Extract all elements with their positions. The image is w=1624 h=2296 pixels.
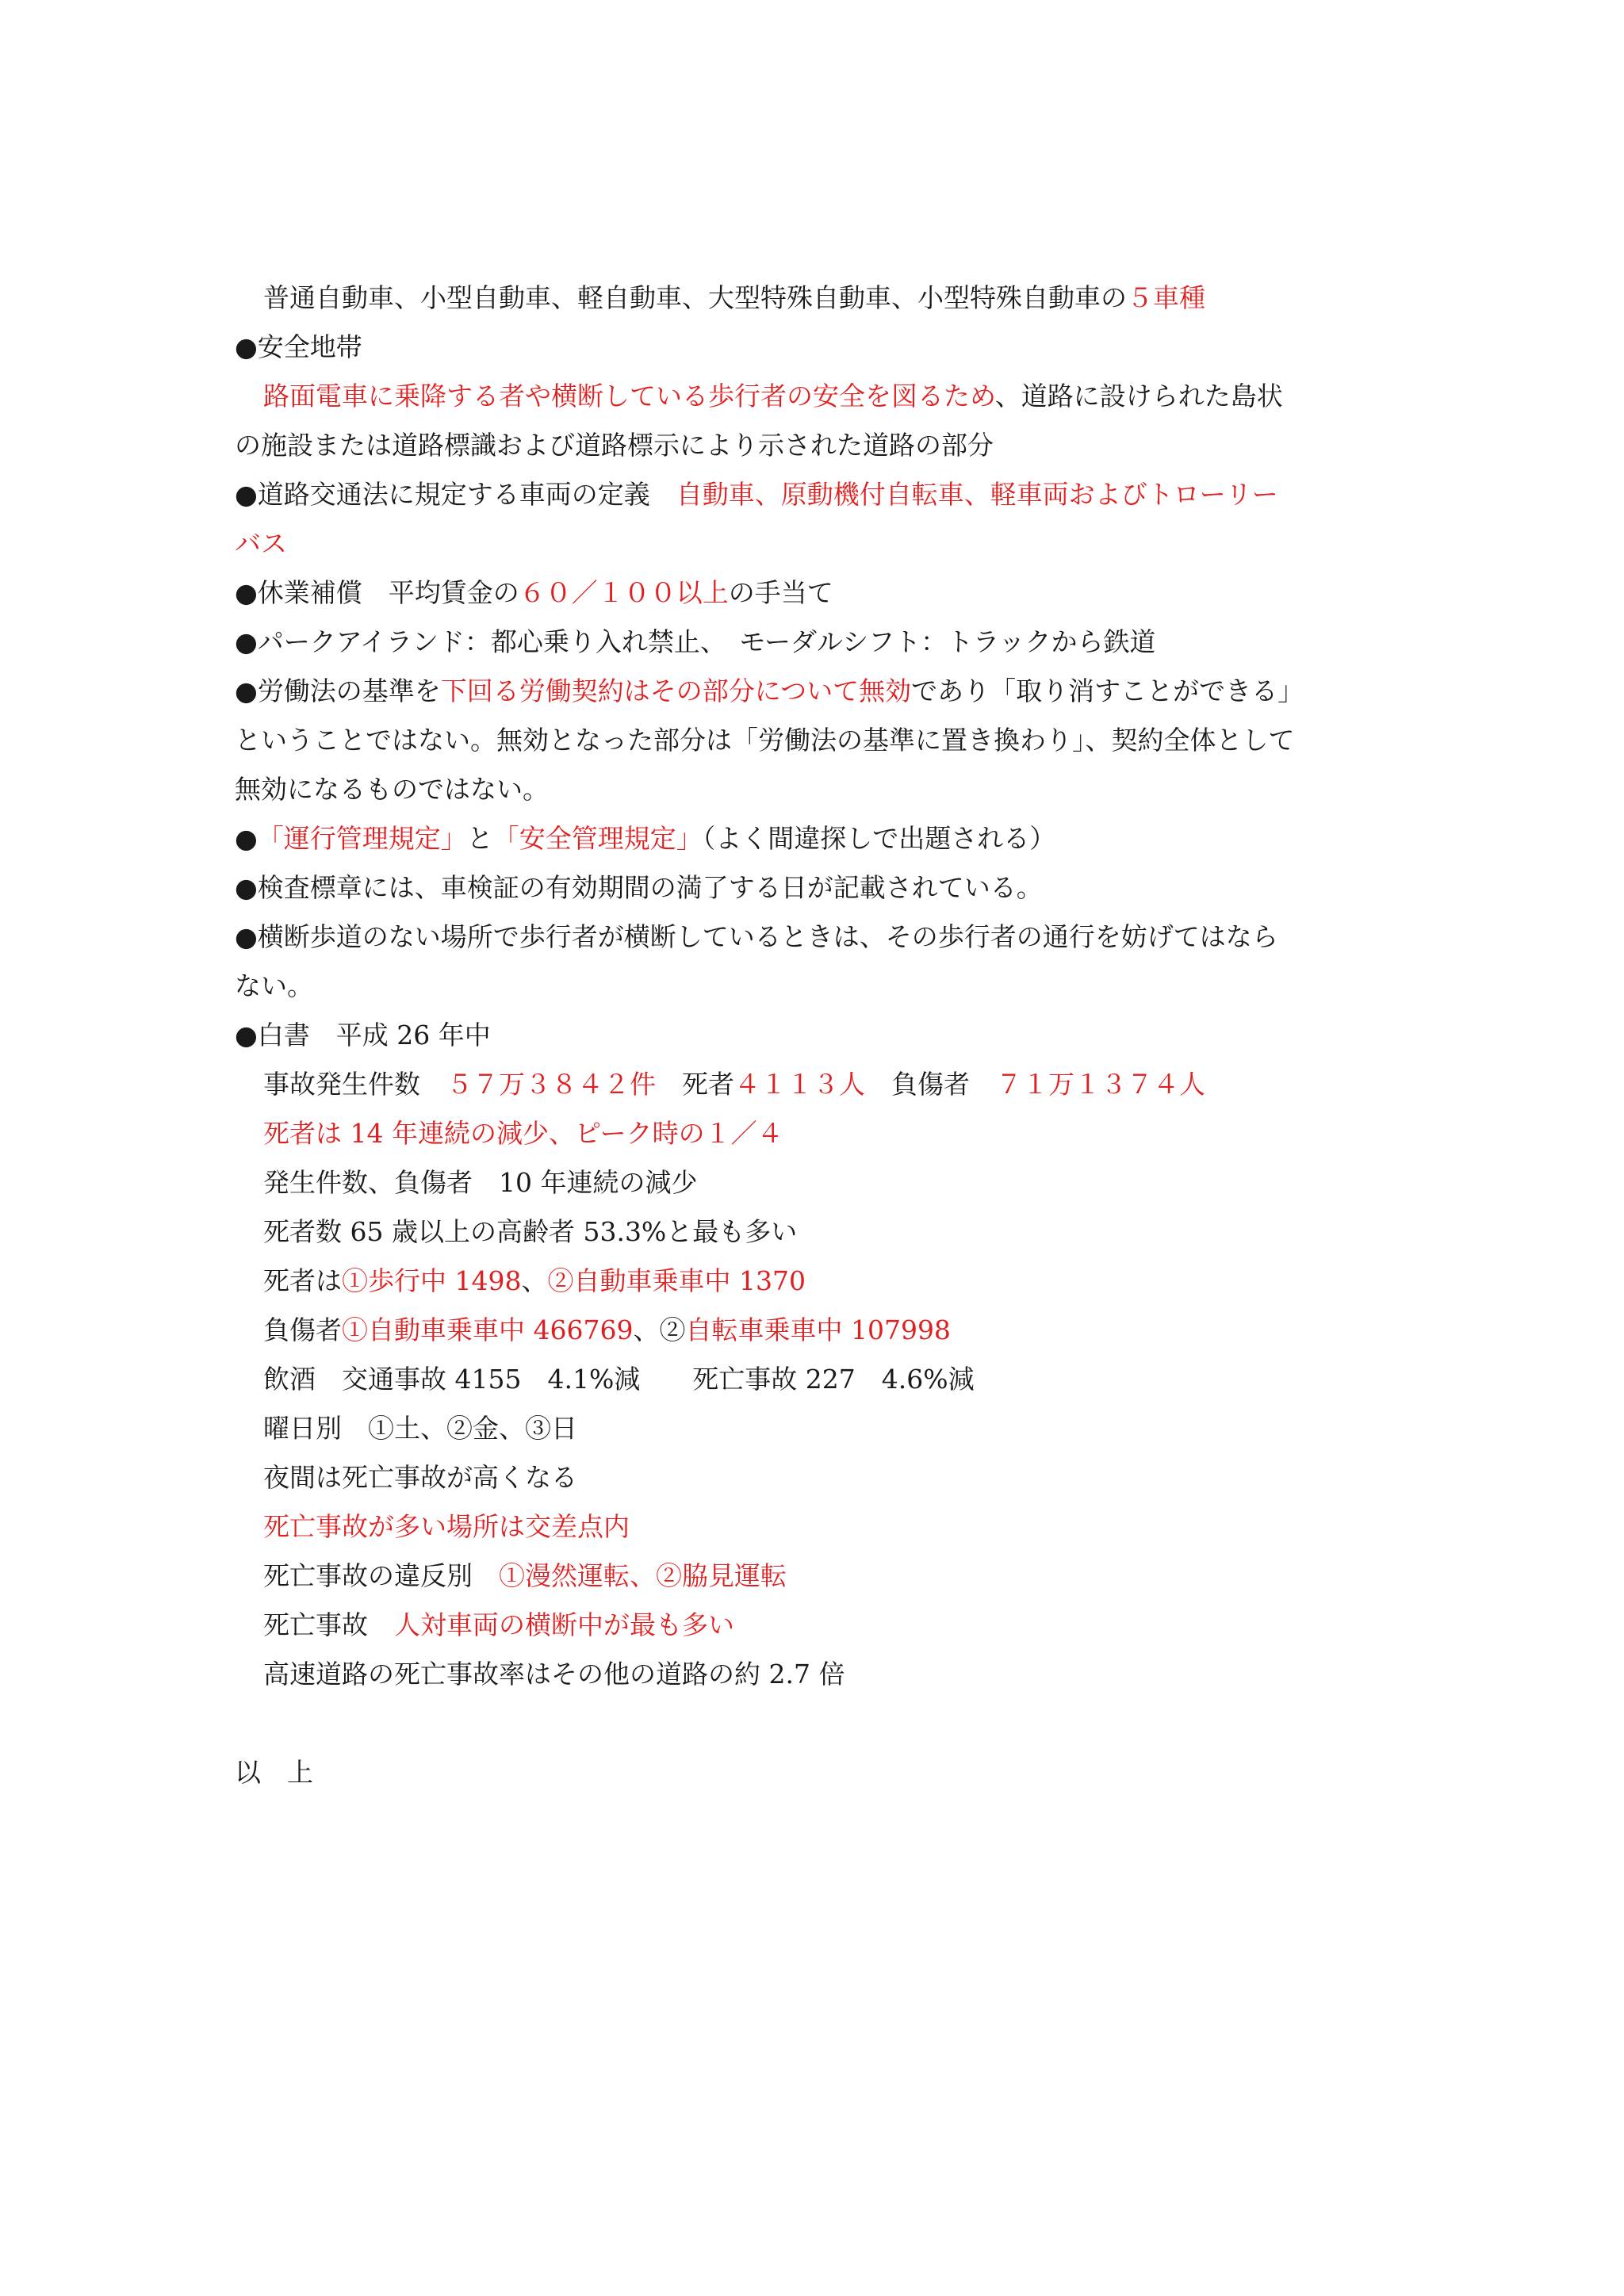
text-segment: ●横断歩道のない場所で歩行者が横断しているときは、その歩行者の通行を妨げてはなら — [235, 921, 1278, 952]
text-segment: 高速道路の死亡事故率はその他の道路の約 2.7 倍 — [263, 1659, 845, 1689]
text-line — [235, 1601, 1400, 1650]
text-segment: ●白書 平成 26 年中 — [235, 1020, 491, 1050]
highlighted-text: ②自動車乗車中 1370 — [547, 1265, 806, 1296]
text-segment: 死亡事故 — [263, 1609, 394, 1640]
text-segment: ●パークアイランド：都心乗り入れ禁止、 モーダルシフト：トラックから鉄道 — [235, 626, 1156, 657]
text-line — [235, 1650, 1400, 1699]
text-line — [235, 568, 1400, 618]
text-segment: の手当て — [728, 577, 833, 608]
text-segment: と — [466, 823, 493, 854]
text-line — [235, 667, 1400, 716]
text-line — [235, 421, 1400, 470]
text-segment: 飲酒 交通事故 4155 4.1%減 死亡事故 227 4.6%減 — [263, 1364, 975, 1395]
text-line — [235, 863, 1400, 913]
highlighted-text: 「安全管理規定」 — [492, 823, 703, 854]
text-segment: 、 — [521, 1265, 548, 1296]
text-segment: 死亡事故の違反別 — [263, 1560, 499, 1591]
text-line — [235, 814, 1400, 863]
text-line — [235, 1207, 1400, 1257]
text-line — [235, 1257, 1400, 1306]
text-segment: 普通自動車、小型自動車、軽自動車、大型特殊自動車、小型特殊自動車の — [263, 282, 1127, 313]
text-segment: ● — [235, 823, 258, 854]
text-segment: 負傷者 — [865, 1069, 996, 1100]
highlighted-text: ①歩行中 1498 — [342, 1265, 522, 1296]
text-line — [235, 962, 1400, 1011]
text-line — [235, 1552, 1400, 1601]
text-line — [235, 1011, 1400, 1060]
highlighted-text: 人対車両の横断中が最も多い — [394, 1609, 734, 1640]
highlighted-text: ７１万１３７４人 — [996, 1069, 1205, 1100]
text-segment: ●道路交通法に規定する車両の定義 — [235, 479, 676, 510]
text-line — [235, 274, 1400, 323]
highlighted-text: ６０／１００以上 — [519, 577, 729, 608]
highlighted-text: ５車種 — [1127, 282, 1205, 313]
text-line — [235, 913, 1400, 962]
text-segment: 夜間は死亡事故が高くなる — [263, 1462, 577, 1493]
text-line — [235, 1355, 1400, 1404]
text-segment: 曜日別 ①土、②金、③日 — [263, 1413, 577, 1444]
text-line — [235, 1453, 1400, 1502]
text-segment: 負傷者 — [263, 1314, 342, 1345]
highlighted-text: 死亡事故が多い場所は交差点内 — [263, 1511, 630, 1542]
text-line — [235, 716, 1400, 765]
text-lines — [235, 274, 1400, 1699]
text-segment: の施設または道路標識および道路標示により示された道路の部分 — [235, 430, 994, 461]
text-line — [235, 1306, 1400, 1355]
text-segment: ●安全地帯 — [235, 331, 362, 362]
text-segment: 死者数 65 歳以上の高齢者 53.3%と最も多い — [263, 1216, 798, 1247]
text-segment: であり「取り消すことができる」 — [911, 675, 1304, 706]
text-segment: 、② — [633, 1314, 686, 1345]
text-segment: ということではない。無効となった部分は「労働法の基準に置き換わり」、契約全体として — [235, 725, 1295, 756]
highlighted-text: 死者は 14 年連続の減少、ピーク時の１／４ — [263, 1118, 783, 1149]
text-line — [235, 1158, 1400, 1207]
document-body — [235, 274, 1400, 1797]
text-segment: ●労働法の基準を — [235, 675, 441, 706]
text-line — [235, 1502, 1400, 1552]
text-segment: 無効になるものではない。 — [235, 774, 549, 805]
text-segment: 事故発生件数 — [263, 1069, 446, 1100]
text-line — [235, 470, 1400, 519]
highlighted-text: ①自動車乗車中 466769 — [342, 1314, 634, 1345]
text-segment: ない。 — [235, 970, 313, 1001]
text-segment: 死者は — [263, 1265, 342, 1296]
text-line — [235, 765, 1400, 814]
text-line — [235, 1404, 1400, 1453]
text-line — [235, 1109, 1400, 1158]
text-line — [235, 519, 1400, 568]
text-segment: ●検査標章には、車検証の有効期間の満了する日が記載されている。 — [235, 872, 1043, 903]
highlighted-text: 自動車、原動機付自転車、軽車両およびトローリー — [676, 479, 1278, 510]
text-line — [235, 1060, 1400, 1109]
text-line — [235, 323, 1400, 372]
highlighted-text: 「運行管理規定」 — [257, 823, 467, 854]
closing-text: 以 上 — [235, 1757, 313, 1788]
highlighted-text: バス — [235, 528, 287, 559]
text-segment: 発生件数、負傷者 10 年連続の減少 — [263, 1167, 698, 1198]
text-segment: （よく間違探しで出題される） — [702, 823, 1056, 854]
highlighted-text: ５７万３８４２件 — [446, 1069, 656, 1100]
text-line — [235, 618, 1400, 667]
highlighted-text: ４１１３人 — [734, 1069, 865, 1100]
text-line — [235, 372, 1400, 421]
highlighted-text: 自転車乗車中 107998 — [685, 1314, 951, 1345]
highlighted-text: 路面電車に乗降する者や横断している歩行者の安全を図るため — [263, 381, 995, 411]
text-segment: 死者 — [656, 1069, 734, 1100]
text-segment: ●休業補償 平均賃金の — [235, 577, 519, 608]
highlighted-text: 下回る労働契約はその部分について無効 — [440, 675, 912, 706]
text-segment: 、道路に設けられた島状 — [994, 381, 1283, 411]
highlighted-text: ①漫然運転、②脇見運転 — [499, 1560, 787, 1591]
